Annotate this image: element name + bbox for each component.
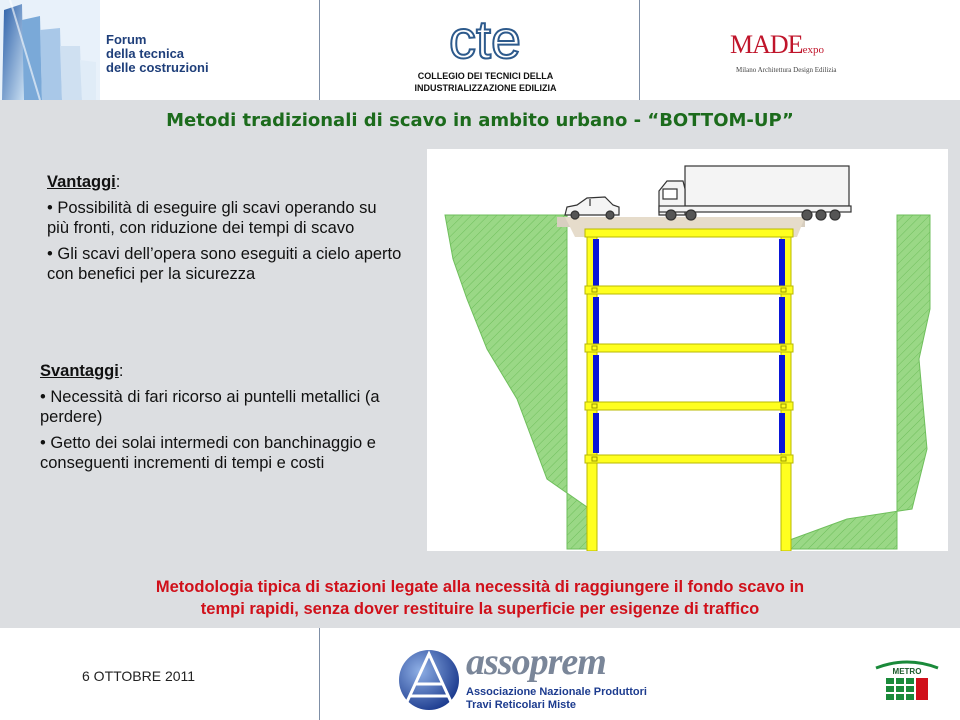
- disadvantage-item: • Necessità di fari ricorso ai puntelli metallici (a perdere): [40, 388, 380, 426]
- slide-date: 6 OTTOBRE 2011: [82, 668, 196, 684]
- metro-logo: [872, 654, 942, 710]
- cte-subtitle: [398, 70, 573, 94]
- header-divider: [319, 0, 320, 100]
- slide-header: [0, 0, 960, 100]
- methodology-note: [0, 576, 960, 620]
- made-subtitle: Milano Architettura Design Edilizia: [736, 66, 837, 74]
- metro-logo-svg: [872, 654, 942, 710]
- forum-logo: [0, 0, 300, 100]
- note-line: Metodologia tipica di stazioni legate alla necessità di raggiungere il fondo scavo in: [155, 578, 805, 596]
- header-divider: [639, 0, 640, 100]
- forum-line: delle costruzioni: [106, 60, 209, 75]
- disadvantages-heading: Svantaggi: [40, 362, 119, 380]
- made-word: MADE: [730, 30, 803, 59]
- forum-line: Forum: [106, 32, 147, 47]
- excavation-diagram: [427, 149, 948, 551]
- disadvantages-block: [40, 361, 395, 473]
- cte-line: COLLEGIO DEI TECNICI DELLA: [417, 71, 554, 81]
- excavation-diagram-svg: [427, 149, 948, 551]
- truck-icon: [659, 166, 851, 220]
- made-expo-word: expo: [802, 44, 824, 56]
- assoprem-line: Associazione Nazionale Produttori: [466, 686, 647, 698]
- advantage-item: • Possibilità di eseguire gli scavi operando su più fronti, con riduzione dei tempi di scavo: [47, 199, 377, 237]
- advantages-block: [47, 172, 402, 284]
- excavation-pit: [587, 229, 791, 551]
- made-wordmark: [730, 30, 824, 60]
- advantage-item: • Gli scavi dell’opera sono eseguiti a cielo aperto con benefici per la sicurezza: [47, 245, 402, 283]
- note-line: tempi rapidi, senza dover restituire la superficie per esigenze di traffico: [200, 600, 760, 618]
- disadvantages-heading-row: [40, 361, 395, 381]
- made-expo-logo: [730, 30, 850, 80]
- advantages-colon: :: [115, 173, 121, 191]
- assoprem-line: Travi Reticolari Miste: [466, 699, 577, 711]
- assoprem-subtitle: [466, 686, 647, 712]
- cte-line: INDUSTRIALIZZAZIONE EDILIZIA: [414, 83, 557, 93]
- slide-title: Metodi tradizionali di scavo in ambito urbano - “BOTTOM-UP”: [166, 110, 794, 131]
- cte-mark: cte: [448, 10, 522, 68]
- assoprem-wordmark: assoprem: [466, 641, 606, 683]
- disadvantage-item: • Getto dei solai intermedi con banchinaggio e conseguenti incrementi di tempi e costi: [40, 434, 376, 472]
- disadvantages-colon: :: [118, 362, 124, 380]
- forum-building-logo: [0, 0, 100, 100]
- car-icon: [565, 197, 619, 219]
- forum-line: della tecnica: [106, 46, 185, 61]
- footer-divider: [319, 628, 320, 720]
- cte-mark-svg: [398, 6, 573, 68]
- advantages-heading-row: [47, 172, 402, 192]
- forum-text: [106, 33, 209, 75]
- advantages-heading: Vantaggi: [47, 173, 116, 191]
- assoprem-logo: [396, 640, 656, 720]
- cte-logo: [398, 6, 573, 98]
- assoprem-globe-logo: [396, 644, 462, 720]
- metro-label: METRO: [892, 667, 922, 676]
